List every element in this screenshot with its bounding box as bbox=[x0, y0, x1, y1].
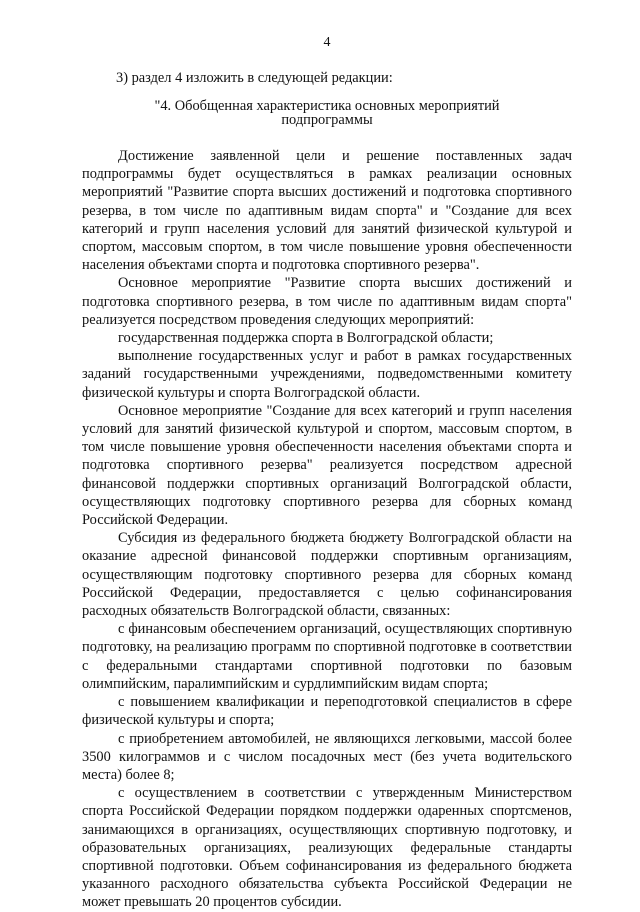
paragraph-state-support: государственная поддержка спорта в Волгоградской области; bbox=[118, 330, 494, 347]
amendment-instruction: 3) раздел 4 изложить в следующей редакции: bbox=[116, 70, 393, 86]
section-title bbox=[82, 99, 572, 127]
section-title-line-1: "4. Обобщенная характеристика основных мероприятий bbox=[154, 98, 500, 114]
paragraph-vehicles: с приобретением автомобилей, не являющихся легковыми, массой более 3500 килограммов и с числом посадочных мест (без учета водительского места) более 8; bbox=[82, 730, 572, 783]
paragraph-main-activity-high-performance: Основное мероприятие "Развитие спорта высших достижений и подготовка спортивного резерва, в том числе по адаптивным видам спорта" реализуется посредством проведения следующих мероприятий: bbox=[82, 275, 572, 328]
paragraph-goal-achievement: Достижение заявленной цели и решение поставленных задач подпрограммы будет осуществляться в рамках реализации основных мероприятий "Развитие спорта высших достижений и подготовка спортивного резерва, в том числе по адаптивным видам спорта" и "Создание для всех категорий и групп населения условий для занятий физической культурой и спортом, массовым спортом, в том числе повышение уровня обеспеченности населения объектами спорта и подготовка спортивного резерва". bbox=[82, 148, 572, 274]
paragraph-financing-organizations: с финансовым обеспечением организаций, осуществляющих спортивную подготовку, на реализацию программ по спортивной подготовке в соответствии с федеральными стандартами спортивной подготовки по базовым олимпийским, паралимпийским и сурдлимпийским видам спорта; bbox=[82, 621, 572, 692]
page-number: 4 bbox=[323, 35, 331, 50]
paragraph-federal-subsidy: Субсидия из федерального бюджета бюджету Волгоградской области на оказание адресной финансовой поддержки спортивным организациям, осуществляющим подготовку спортивного резерва для сборных команд Российской Федерации, предоставляется с целью софинансирования расходных обязательств Волгоградской области, связанных: bbox=[82, 530, 572, 620]
paragraph-gifted-athletes: с осуществлением в соответствии с утвержденным Министерством спорта Российской Федерации порядком поддержки одаренных спортсменов, занимающихся в организациях, осуществляющих спортивную подготовку, и образовательных организациях, реализующих федеральные стандарты спортивной подготовки. Объем софинансирования из федерального бюджета указанного расходного обязательства субъекта Российской Федерации не может превышать 20 процентов субсидии. bbox=[82, 785, 572, 911]
section-title-line-2: подпрограммы bbox=[281, 112, 373, 128]
paragraph-main-activity-mass-sport: Основное мероприятие "Создание для всех категорий и групп населения условий для занятий физической культурой и спортом, массовым спортом, в том числе повышение уровня обеспеченности населения объектами спорта и подготовка спортивного резерва" реализуется посредством адресной финансовой поддержки спортивных организаций Волгоградской области, осуществляющих подготовку спортивного резерва для сборных команд Российской Федерации. bbox=[82, 402, 572, 529]
paragraph-qualification: с повышением квалификации и переподготовкой специалистов в сфере физической культуры и спорта; bbox=[82, 694, 572, 729]
paragraph-state-services: выполнение государственных услуг и работ в рамках государственных заданий государственными учреждениями, подведомственными комитету физической культуры и спорта Волгоградской области. bbox=[82, 348, 572, 401]
section-body bbox=[82, 147, 572, 912]
